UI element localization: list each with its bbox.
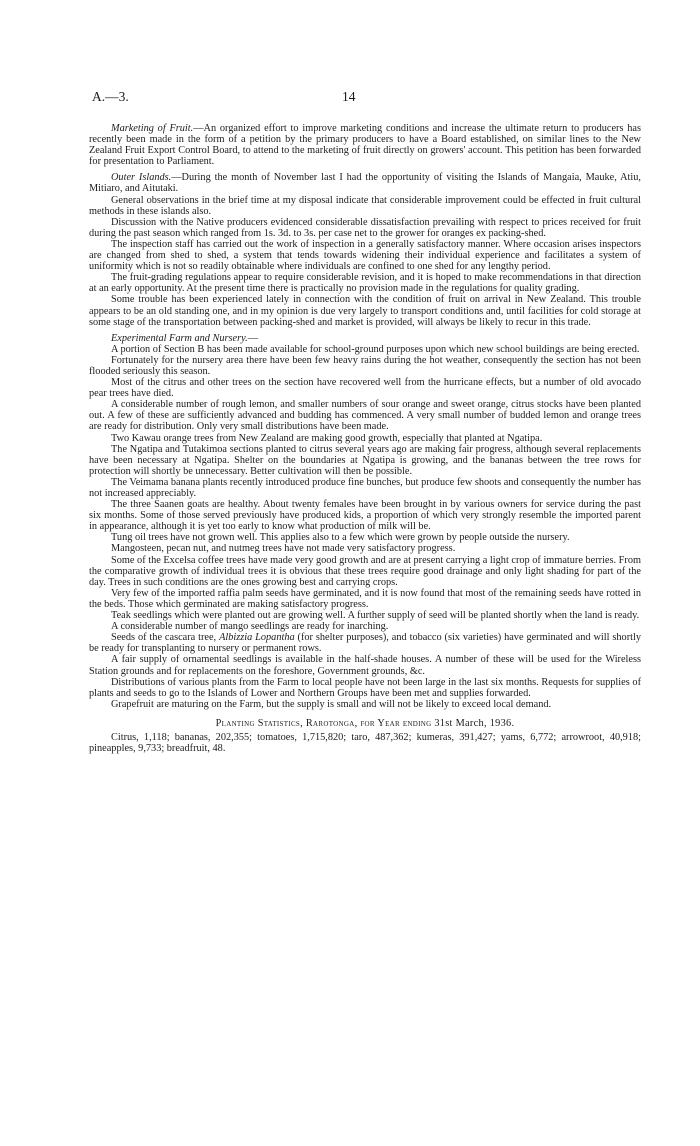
paragraph: Very few of the imported raffia palm seeds have germinated, and it is now found that most of the remaining seeds have rotted in the beds. Those which germinated are making satisfactory progress. — [89, 587, 641, 610]
closing-paragraphs — [89, 654, 641, 709]
section-heading-farm: Experimental Farm and Nursery. — [111, 332, 248, 344]
paragraph: A fair supply of ornamental seedlings is available in the half-shade houses. A number of these will be used for the Wireless Station grounds and for replacements on the foreshore, Government grounds, &c. — [89, 654, 641, 677]
farm-text: — — [247, 332, 259, 344]
cascara-text-end: (for shelter purposes), and tobacco (six varieties) have germinated and will shortly be ready for transplanting to nursery or permanent rows. — [89, 632, 641, 655]
farm-paragraph — [89, 333, 641, 344]
paragraph: Discussion with the Native producers evidenced considerable dissatisfaction prevailing with respect to prices received for fruit during the past season which ranged from 1s. 3d. to 3s. per case net to the grower for oranges ex packing-shed. — [89, 216, 641, 239]
paragraph: Fortunately for the nursery area there have been few heavy rains during the hot weather, consequently the section has not been flooded seriously this season. — [89, 354, 641, 377]
paragraph: Some trouble has been experienced lately in connection with the condition of fruit on arrival in New Zealand. This trouble appears to be an old standing one, and in my opinion is due very largely to transport conditions and, until facilities for cold storage at some stage of the transportation between packing-shed and market is provided, will always be likely to recur in this trade. — [89, 294, 641, 328]
paragraph: Some of the Excelsa coffee trees have made very good growth and are at present carrying a light crop of immature berries. From the comparative growth of individual trees it is obvious that these trees require good drainage and only light shading for part of the day. Trees in such conditions are the ones growing best and carrying crops. — [89, 554, 641, 588]
paragraph: The inspection staff has carried out the work of inspection in a generally satisfactory manner. Where occasion arises inspectors are changed from shed to shed, a system that tends towards widening their individual experience and facilitates a system of uniformity which is not so readily obtainable where individuals are confined to one shed for any lengthy period. — [89, 238, 641, 273]
page-number: 14 — [342, 89, 356, 104]
marketing-paragraph — [89, 123, 641, 167]
paragraph: Mangosteen, pecan nut, and nutmeg trees have not made very satisfactory progress. — [111, 543, 456, 555]
paragraph: Teak seedlings which were planted out are growing well. A further supply of seed will be planted shortly when the land is ready. — [111, 610, 640, 622]
statistics-heading-text: Planting Statistics, Rarotonga, for Year ending — [215, 717, 432, 729]
paragraph: A portion of Section B has been made available for school-ground purposes upon which new school buildings are being erected. — [111, 343, 640, 355]
species-name: Albizzia Lopantha — [219, 632, 295, 644]
cascara-paragraph — [89, 632, 641, 654]
paragraph: Tung oil trees have not grown well. This applies also to a few which were grown by people outside the nursery. — [111, 532, 570, 544]
paragraph: The fruit-grading regulations appear to require considerable revision, and it is hoped to make recommendations in that direction at an early opportunity. At the present time there is practically no provision made in the regulations for quality grading. — [89, 272, 641, 295]
paragraph: Grapefruit are maturing on the Farm, but the supply is small and will not be likely to exceed local demand. — [111, 698, 552, 710]
planting-statistics: Citrus, 1,118; bananas, 202,355; tomatoes, 1,715,820; taro, 487,362; kumeras, 391,427; yams, 6,772; arrowroot, 40,918; pineapples, 9,733; breadfruit, 48. — [89, 731, 641, 755]
paragraph: General observations in the brief time at my disposal indicate that considerable improvement could be effected in fruit cultural methods in these islands also. — [89, 194, 641, 217]
paragraph: Most of the citrus and other trees on the section have recovered well from the hurricane effects, but a number of old avocado pear trees have died. — [89, 377, 641, 400]
cascara-text-start: Seeds of the cascara tree, — [111, 632, 220, 644]
report-body — [89, 123, 641, 754]
paragraph: The Veimama banana plants recently introduced produce fine bunches, but produce few shoots and consequently the number has not increased appreciably. — [89, 476, 641, 499]
section-heading-outer-islands: Outer Islands. — [111, 172, 172, 184]
outer-islands-text: —During the month of November last I had the opportunity of visiting the Islands of Mangaia, Mauke, Atiu, Mitiaro, and Aitutaki. — [89, 172, 642, 195]
paragraph: The three Saanen goats are healthy. About twenty females have been brought in by various owners for service during the past six months. Some of those served previously have produced kids, a proportion of which very strongly resemble the imported parent in appearance, although it is yet too early to know what production of milk will be. — [89, 499, 641, 533]
paragraph: Distributions of various plants from the Farm to local people have not been large in the last six months. Requests for supplies of plants and seeds to go to the Islands of Lower and Northern Groups have been met and supplies forwarded. — [89, 676, 641, 699]
paragraph: Two Kawau orange trees from New Zealand are making good growth, especially that planted at Ngatipa. — [111, 432, 543, 444]
section-heading-marketing: Marketing of Fruit. — [111, 123, 194, 134]
paragraph: A considerable number of rough lemon, and smaller numbers of sour orange and sweet orange, citrus stocks have been planted out. A few of these are sufficiently advanced and budding has commenced. A very small number of budded lemon and orange trees are ready for distribution. Only very small distributions have been made. — [89, 399, 641, 433]
outer-islands-paragraphs — [89, 195, 641, 328]
outer-islands-paragraph — [89, 172, 641, 194]
statistics-heading-date: 31st March, 1936. — [434, 717, 515, 729]
paragraph: A considerable number of mango seedlings are ready for inarching. — [111, 621, 389, 633]
marketing-text: —An organized effort to improve marketing conditions and increase the ultimate return to producers has recently been made in the form of a petition by the primary producers to have a Board established, on similar lines to the New Zealand Fruit Export Control Board, to attend to the marketing of fruit directly on growers' account. This petition has been forwarded for presentation to Parliament. — [89, 123, 641, 168]
paragraph: The Ngatipa and Tutakimoa sections planted to citrus several years ago are making fair progress, although several replacements have been necessary at Ngatipa. Shelter on the boundaries at Ngatipa is growing, and the bananas between the tree rows for protection will shortly be unnecessary. Better cultivation will then be possible. — [89, 443, 641, 477]
statistics-heading — [89, 718, 641, 729]
farm-paragraphs — [89, 344, 641, 632]
page-reference: A.—3. — [92, 89, 129, 104]
